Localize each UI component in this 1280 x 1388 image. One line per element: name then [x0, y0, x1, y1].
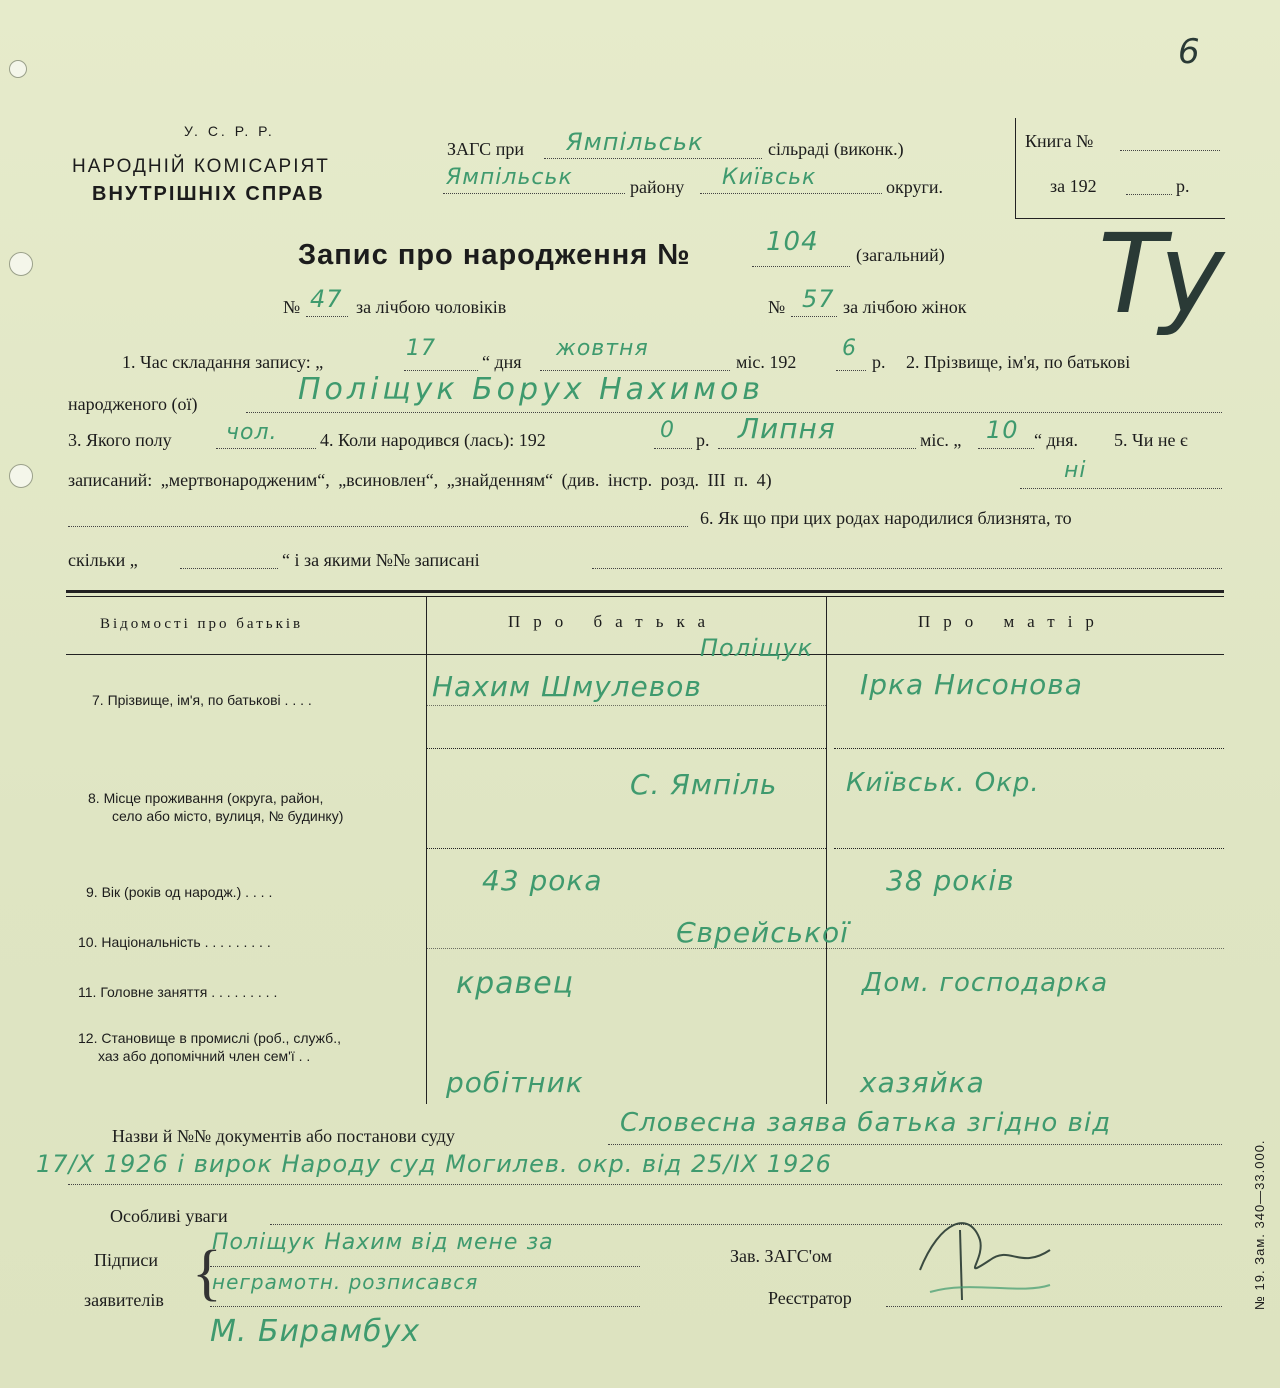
book-year-label: за 192 — [1050, 176, 1097, 196]
docs-value-2: 17/X 1926 і вирок Народу суд Могилев. окр. від 25/IX 1926 — [36, 1150, 832, 1178]
f2-label: 2. Прізвище, ім'я, по батькові — [906, 352, 1131, 372]
applicant-signature-1: Поліщук Нахим від мене за — [212, 1230, 554, 1255]
f1-label: 1. Час складання запису: „ — [122, 352, 324, 372]
row-12-label-2: хаз або допомічний член сем'ї . . — [98, 1048, 311, 1064]
row-8-mother: Київськ. Окр. — [846, 768, 1040, 798]
zags-prefix: ЗАГС при — [447, 139, 524, 159]
f1-month-value: жовтня — [556, 336, 649, 361]
row-12-mother: хазяйка — [860, 1066, 985, 1099]
f6-label-cont-1: скільки „ — [68, 550, 138, 570]
f4-year-value: 0 — [660, 418, 675, 443]
applicant-signature-3: М. Бирамбух — [210, 1314, 421, 1349]
sheet-number: 6 — [1178, 32, 1201, 72]
female-count: 57 — [802, 285, 835, 313]
head-label: Зав. ЗАГС'ом — [730, 1246, 832, 1266]
row-11-mother: Дом. господарка — [862, 968, 1109, 998]
male-count: 47 — [310, 285, 343, 313]
applicant-signature-2: неграмотн. розписався — [212, 1270, 479, 1294]
archive-initials: Ту — [1098, 210, 1219, 338]
notes-label: Особливі уваги — [110, 1206, 228, 1226]
row-10-nationality: Єврейської — [676, 916, 849, 949]
punch-hole — [9, 252, 33, 276]
row-7-father: Нахим Шмулевов — [432, 670, 702, 703]
row-11-label: 11. Головне заняття . . . . . . . . . — [78, 984, 278, 1000]
docs-value: Словесна заява батька згідно від — [620, 1108, 1112, 1138]
registrar-label: Реєстратор — [768, 1288, 852, 1308]
row-9-father: 43 рока — [482, 864, 603, 897]
f4-label: 4. Коли народився (лась): 192 — [320, 430, 546, 450]
docs-label: Назви й №№ документів або постанови суду — [112, 1126, 455, 1146]
f5-label: 5. Чи не є — [1114, 430, 1188, 450]
f1-year-value: 6 — [842, 336, 857, 361]
female-no-prefix: № — [768, 297, 786, 317]
row-7-father-surname: Поліщук — [700, 634, 814, 662]
row-10-label: 10. Національність . . . . . . . . . — [78, 934, 271, 950]
f4-day-value: 10 — [986, 416, 1019, 444]
f2-child-name: Поліщук Борух Нахимов — [298, 372, 764, 407]
f4-day-suffix: “ дня. — [1034, 430, 1079, 450]
row-7-label: 7. Прізвище, ім'я, по батькові . . . . — [92, 692, 312, 708]
okruga-label: округи. — [886, 177, 944, 197]
f5-label-cont: записаний: „мертвонародженим“, „всиновлен“, „знайденням“ (див. інстр. розд. III п. 4) — [68, 470, 772, 490]
book-label: Книга № — [1025, 131, 1094, 151]
col-header-mother: Про матір — [918, 612, 1107, 631]
f6-label-cont-2: “ і за якими №№ записані — [282, 550, 480, 570]
record-title: Запис про народження № — [298, 239, 691, 271]
signatures-label: Підписи — [94, 1250, 159, 1270]
org-line-2: НАРОДНІЙ КОМІСАРІЯТ — [72, 156, 330, 177]
row-12-father: робітник — [446, 1066, 584, 1099]
f1-month-suffix: міс. 192 — [736, 352, 797, 372]
f2-label-cont: народженого (ої) — [68, 394, 198, 414]
org-line-3: ВНУТРІШНІХ СПРАВ — [92, 183, 325, 205]
f1-year-suffix: р. — [872, 352, 886, 372]
male-no-prefix: № — [283, 297, 301, 317]
punch-hole — [9, 464, 33, 488]
zags-suffix: сільраді (виконк.) — [768, 139, 904, 159]
row-12-label: 12. Становище в промислі (роб., служб., — [78, 1030, 341, 1046]
row-8-label: 8. Місце проживання (округа, район, — [88, 790, 324, 806]
zags-village-value: Ямпільськ — [566, 128, 704, 156]
f4-month-suffix: міс. „ — [920, 430, 962, 450]
f1-day-suffix: “ дня — [482, 352, 522, 372]
district-label: району — [630, 177, 685, 197]
f1-day-value: 17 — [406, 336, 436, 361]
f4-month-value: Липня — [738, 412, 836, 445]
punch-hole — [9, 60, 27, 78]
male-label: за лічбою чоловіків — [356, 297, 507, 317]
print-code: № 19. Зам. 340—33.000. — [1252, 1139, 1267, 1310]
district-value: Ямпільськ — [446, 165, 573, 190]
signatures-brace: { — [192, 1239, 222, 1307]
general-label: (загальний) — [856, 245, 945, 265]
f6-label: 6. Як що при цих родах народилися близнята, то — [700, 508, 1072, 528]
row-11-father: кравец — [456, 966, 575, 1001]
row-8-label-2: село або місто, вулиця, № будинку) — [112, 808, 344, 824]
record-number: 104 — [766, 227, 819, 257]
head-signature — [900, 1200, 1070, 1310]
applicants-label: заявителів — [84, 1290, 164, 1310]
f4-year-suffix: р. — [696, 430, 710, 450]
col-header-info: Відомості про батьків — [100, 616, 304, 632]
f3-label: 3. Якого полу — [68, 430, 172, 450]
row-7-mother: Ірка Нисонова — [860, 668, 1083, 701]
row-8-father: С. Ямпіль — [630, 768, 778, 801]
org-line-1: У. С. Р. Р. — [184, 123, 275, 139]
col-header-father: Про батька — [508, 612, 719, 631]
okruga-value: Київськ — [722, 165, 817, 190]
female-label: за лічбою жінок — [843, 297, 967, 317]
f5-value: ні — [1064, 458, 1087, 483]
f3-sex-value: чол. — [226, 420, 278, 445]
row-9-label: 9. Вік (років од народж.) . . . . — [86, 884, 273, 900]
row-9-mother: 38 років — [886, 864, 1015, 897]
book-year-suffix: р. — [1176, 176, 1190, 196]
